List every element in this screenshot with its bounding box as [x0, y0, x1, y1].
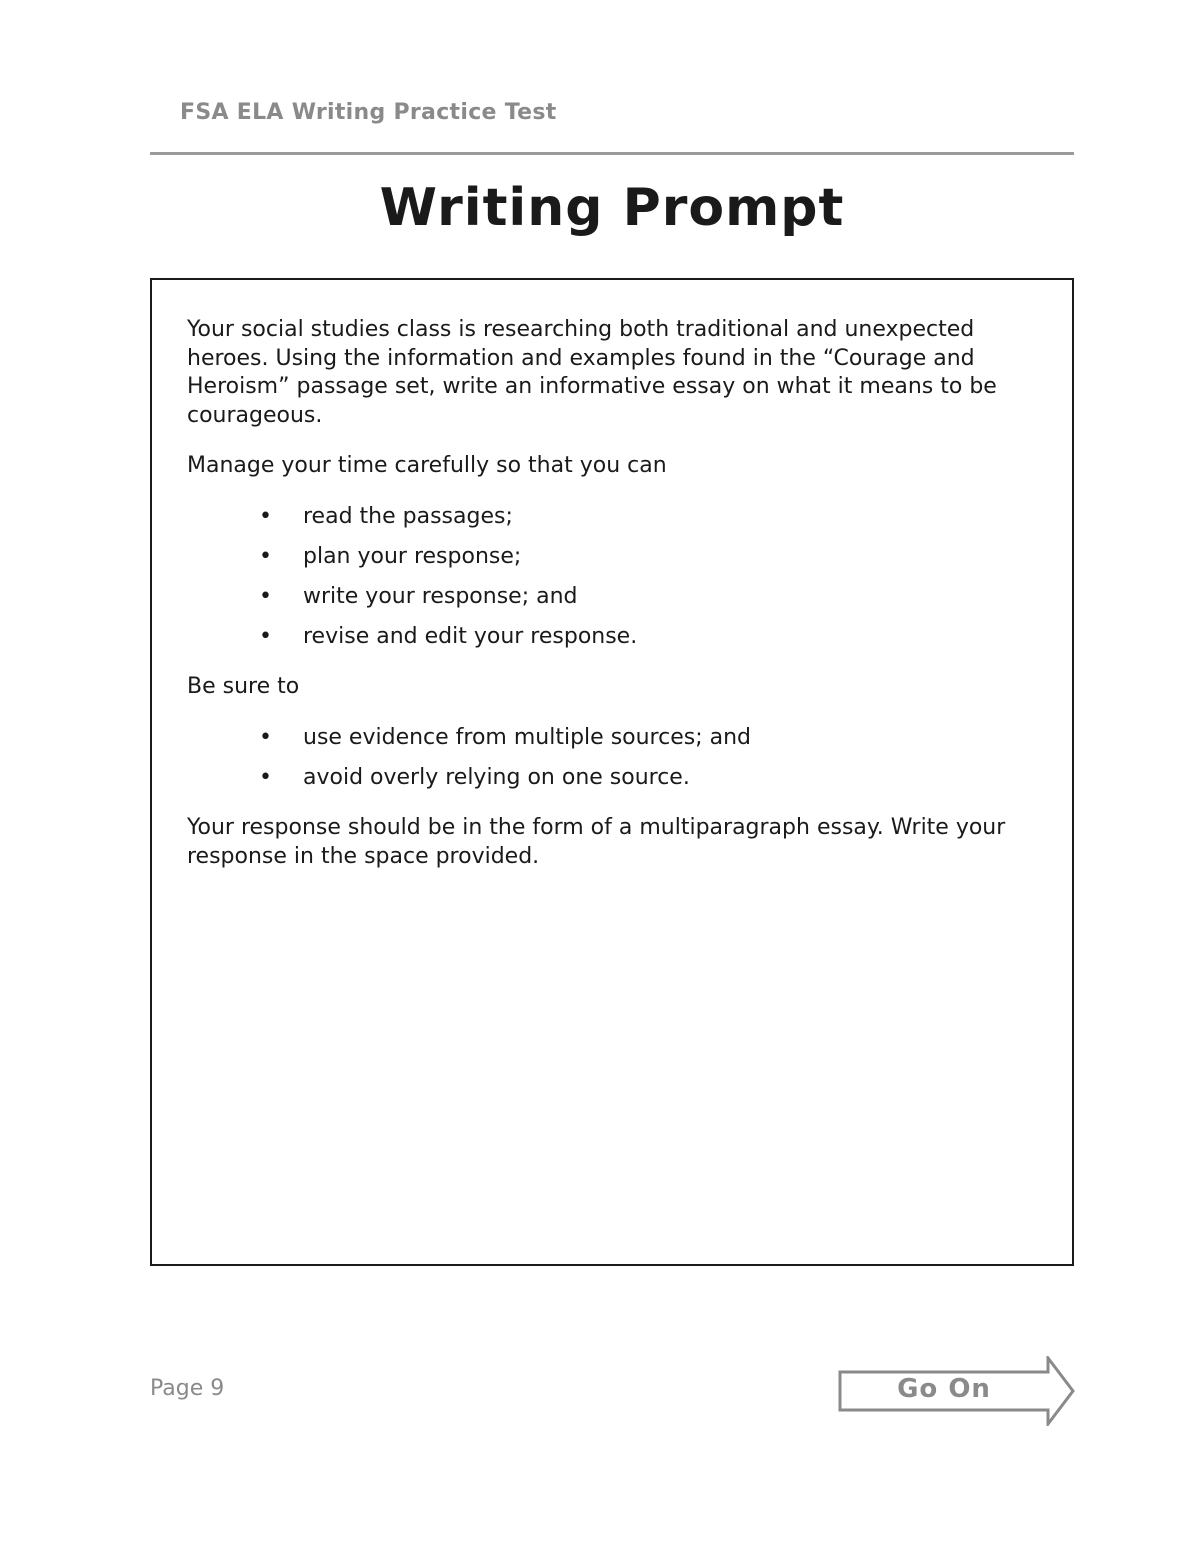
besure-lead: Be sure to	[187, 674, 300, 699]
list-item-text: plan your response;	[303, 543, 522, 569]
list-item	[187, 764, 1047, 793]
manage-list	[187, 503, 1047, 652]
list-item-text: revise and edit your response.	[303, 623, 638, 649]
prompt-box	[150, 278, 1074, 1266]
prompt-intro: Your social studies class is researching both traditional and unexpected heroes. Using the information and examples found in the “Courage and Heroism” passage set, write an informative essay on what it means to be courageous.	[187, 317, 997, 428]
bullet-icon: •	[259, 583, 272, 609]
bullet-icon: •	[259, 503, 272, 529]
list-item	[187, 583, 1047, 612]
list-item	[187, 543, 1047, 572]
page-number: Page 9	[150, 1376, 225, 1401]
list-item	[187, 724, 1047, 753]
manage-lead: Manage your time carefully so that you can	[187, 453, 667, 478]
bullet-icon: •	[259, 724, 272, 750]
go-on-label: Go On	[897, 1374, 991, 1404]
list-item	[187, 623, 1047, 652]
list-item-text: avoid overly relying on one source.	[303, 764, 690, 790]
list-item-text: read the passages;	[303, 503, 513, 529]
bullet-icon: •	[259, 623, 272, 649]
list-item-text: use evidence from multiple sources; and	[303, 724, 752, 750]
page-title: Writing Prompt	[379, 178, 845, 238]
bullet-icon: •	[259, 543, 272, 569]
go-on-button[interactable]	[838, 1356, 1076, 1426]
running-header: FSA ELA Writing Practice Test	[180, 100, 557, 125]
header-divider	[150, 152, 1074, 155]
prompt-body	[187, 316, 1047, 871]
list-item	[187, 503, 1047, 532]
list-item-text: write your response; and	[303, 583, 578, 609]
bullet-icon: •	[259, 764, 272, 790]
prompt-closing: Your response should be in the form of a multiparagraph essay. Write your response in the space provided.	[187, 815, 1006, 869]
besure-list	[187, 724, 1047, 793]
